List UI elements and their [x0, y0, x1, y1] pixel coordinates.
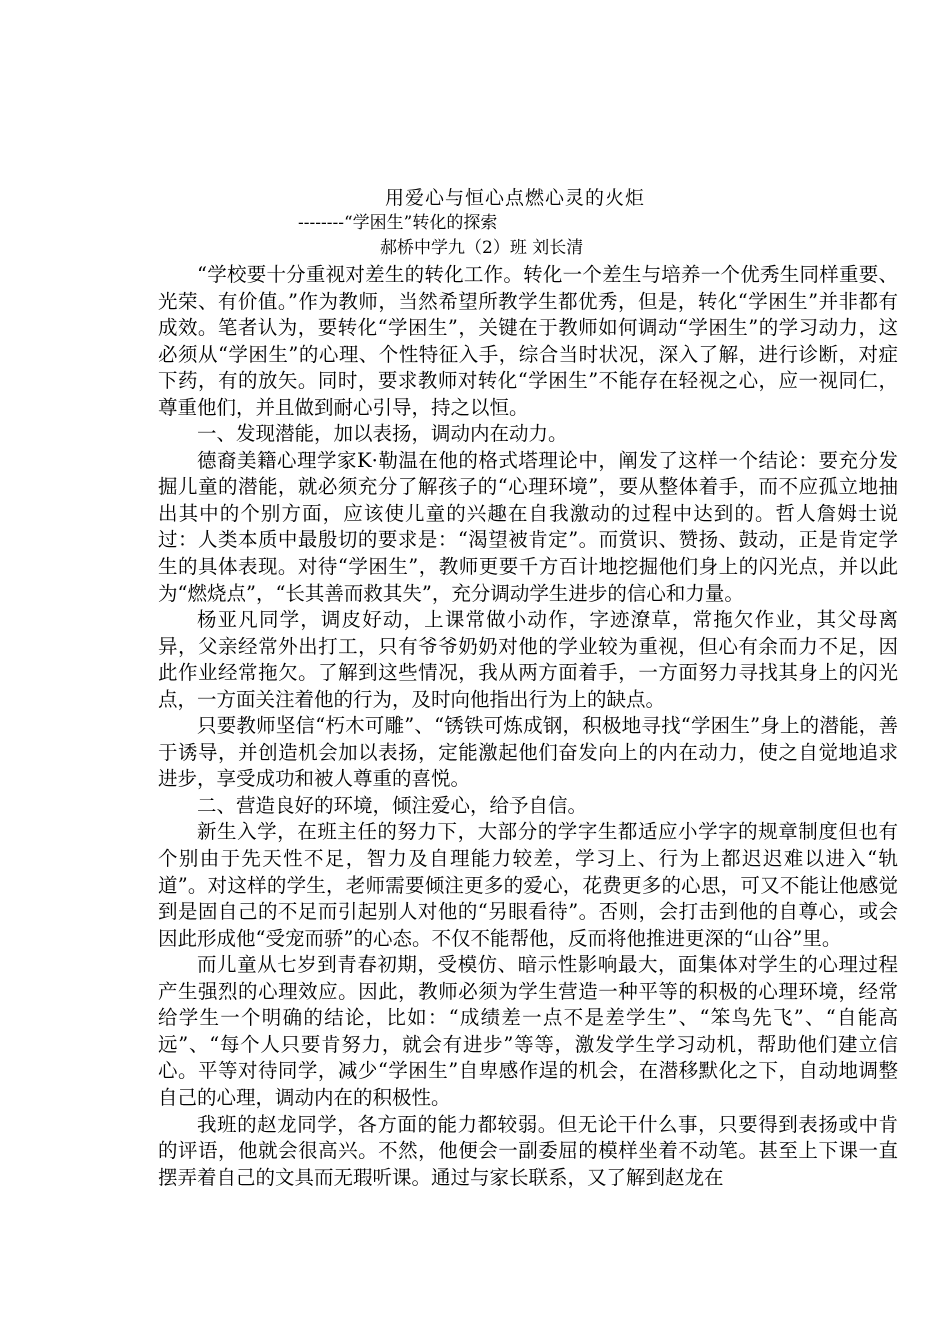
- paragraph: 只要教师坚信“朽木可雕”、“锈铁可炼成钢，积极地寻找“学困生”身上的潜能，善于诱导，并创造机会加以表扬，定能激起他们奋发向上的内在动力，使之自觉地追求进步，享受成功和被人尊重的喜悦。: [158, 714, 898, 791]
- document-body: [158, 262, 898, 1191]
- section-heading: 二、营造良好的环境，倾注爱心，给予自信。: [197, 793, 588, 817]
- paragraph: 新生入学，在班主任的努力下，大部分的学字生都适应小学字的规章制度但也有个别由于先天性不足，智力及自理能力较差，学习上、行为上都迟迟难以进入“轨道”。对这样的学生，老师需要倾注更多的爱心，花费更多的心思，可又不能让他感觉到是固自己的不足而引起别人对他的“另眼看待”。否则，会打击到他的自尊心，或会因此形成他“受宠而骄”的心态。不仅不能帮他，反而将他推进更深的“山谷”里。: [158, 820, 898, 950]
- document-title: 用爱心与恒心点燃心灵的火炬: [384, 187, 645, 209]
- paragraph: 我班的赵龙同学，各方面的能力都较弱。但无论干什么事，只要得到表扬或中肯的评语，他就会很高兴。不然，他便会一副委屈的模样坐着不动笔。甚至上下课一直摆弄着自己的文具而无瑕听课。通过与家长联系，又了解到赵龙在: [158, 1112, 898, 1189]
- paragraph: 而儿童从七岁到青春初期，受模仿、暗示性影响最大，面集体对学生的心理过程产生强烈的心理效应。因此，教师必须为学生营造一种平等的积极的心理环境，经常给学生一个明确的结论，比如：“成绩差一点不是差学生”、“笨鸟先飞”、“自能高远”、“每个人只要肯努力，就会有进步”等等，激发学生学习动机，帮助他们建立信心。平等对待同学，减少“学困生”自卑感作逞的机会，在潜移默化之下，自动地调整自己的心理，调动内在的积极性。: [158, 953, 898, 1109]
- section-heading: 一、发现潜能，加以表扬，调动内在动力。: [197, 422, 568, 446]
- paragraph: 杨亚凡同学，调皮好动，上课常做小动作，字迹潦草，常拖欠作业，其父母离异，父亲经常外出打工，只有爷爷奶奶对他的学业较为重视，但心有余而力不足，因此作业经常拖欠。了解到这些情况，我从两方面着手，一方面努力寻找其身上的闪光点，一方面关注着他的行为，及时向他指出行为上的缺点。: [158, 608, 898, 711]
- document-subtitle: --------“学困生”转化的探索: [298, 213, 498, 233]
- document-author: 郝桥中学九（2）班 刘长清: [380, 238, 584, 258]
- paragraph: “学校要十分重视对差生的转化工作。转化一个差生与培养一个优秀生同样重要、光荣、有价值。”作为教师，当然希望所教学生都优秀，但是，转化“学困生”并非都有成效。笔者认为，要转化“学困生”，关键在于教师如何调动“学困生”的学习动力，这必须从“学困生”的心理、个性特征入手，综合当时状况，深入了解，进行诊断，对症下药，有的放矢。同时，要求教师对转化“学困生”不能存在轻视之心，应一视同仁，尊重他们，并且做到耐心引导，持之以恒。: [158, 263, 898, 419]
- paragraph: 德裔美籍心理学家K·勒温在他的格式塔理论中，阐发了这样一个结论：要充分发掘儿童的潜能，就必须充分了解孩子的“心理环境”，要从整体着手，而不应孤立地抽出其中的个别方面，应该使儿童的兴趣在自我激动的过程中达到的。哲人詹姆士说过：人类本质中最殷切的要求是：“渴望被肯定”。而赏识、赞扬、鼓动，正是肯定学生的具体表现。对待“学困生”，教师更要千方百计地挖掘他们身上的闪光点，并以此为“燃烧点”，“长其善而救其失”，充分调动学生进步的信心和力量。: [158, 448, 898, 605]
